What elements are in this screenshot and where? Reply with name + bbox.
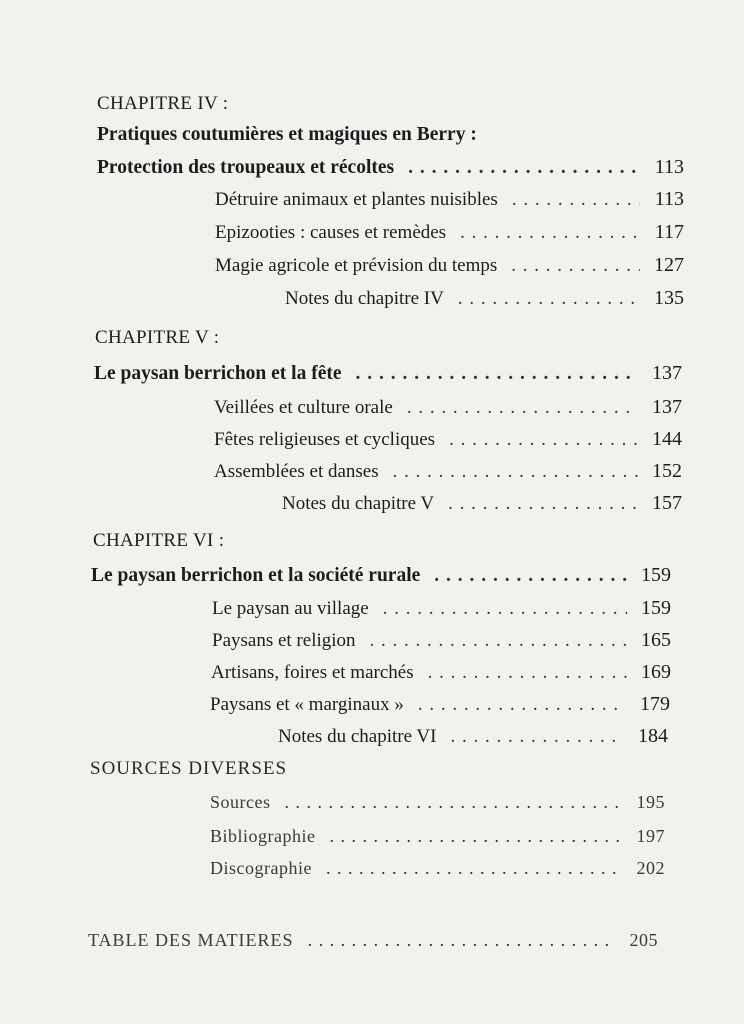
toc-entry — [88, 930, 658, 951]
dot-leader — [449, 429, 638, 451]
page-number: 202 — [636, 858, 665, 878]
dot-leader — [512, 189, 640, 211]
page-number: 159 — [641, 564, 671, 586]
toc-entry — [212, 597, 671, 620]
page-number: 117 — [654, 221, 684, 243]
chapter-heading: CHAPITRE V : — [95, 327, 220, 348]
dot-leader — [418, 694, 626, 716]
dot-leader — [329, 826, 621, 847]
toc-entry — [91, 564, 671, 587]
toc-entry-label: Le paysan au village — [212, 598, 369, 619]
toc-entry-label: Le paysan berrichon et la société rurale — [91, 565, 421, 586]
toc-entry — [278, 725, 668, 748]
page-number: 135 — [654, 287, 684, 309]
toc-entry — [211, 661, 671, 684]
page-number: 205 — [629, 930, 658, 950]
page-number: 152 — [652, 460, 682, 482]
toc-entry-label: Veillées et culture orale — [214, 397, 393, 418]
toc-entry — [285, 287, 684, 310]
toc-entry — [210, 826, 665, 847]
page-number: 157 — [652, 492, 682, 514]
page-number: 137 — [652, 362, 682, 384]
toc-entry — [97, 156, 684, 179]
toc-entry-label: Fêtes religieuses et cycliques — [214, 429, 436, 450]
toc-entry — [210, 792, 665, 813]
page-number: 197 — [636, 826, 665, 846]
page-number: 144 — [652, 428, 682, 450]
page-number: 179 — [640, 693, 670, 715]
chapter-title: Pratiques coutumières et magiques en Berry : — [97, 124, 477, 145]
toc-entry-label: Le paysan berrichon et la fête — [94, 363, 342, 384]
toc-entry — [94, 362, 682, 385]
section-heading: SOURCES DIVERSES — [90, 758, 288, 779]
dot-leader — [458, 288, 640, 310]
dot-leader — [285, 792, 622, 813]
dot-leader — [308, 930, 614, 951]
page-number: 169 — [641, 661, 671, 683]
toc-entry — [214, 460, 682, 483]
toc-entry-label: Discographie — [210, 858, 312, 878]
dot-leader — [326, 858, 621, 879]
toc-entry-label: TABLE DES MATIERES — [88, 930, 294, 950]
dot-leader — [511, 255, 640, 277]
dot-leader — [407, 397, 638, 419]
dot-leader — [448, 493, 638, 515]
dot-leader — [460, 222, 640, 244]
page-number: 113 — [654, 188, 684, 210]
toc-entry — [215, 254, 684, 277]
dot-leader — [450, 726, 624, 748]
toc-entry-label: Détruire animaux et plantes nuisibles — [215, 189, 498, 210]
chapter-heading: CHAPITRE VI : — [93, 530, 225, 551]
toc-entry-label: Notes du chapitre VI — [278, 726, 437, 747]
page-number: 165 — [641, 629, 671, 651]
toc-entry — [214, 428, 682, 451]
page-number: 184 — [638, 725, 668, 747]
toc-entry — [215, 221, 684, 244]
toc-entry-label: Magie agricole et prévision du temps — [215, 255, 498, 276]
page-number: 127 — [654, 254, 684, 276]
dot-leader — [356, 363, 638, 385]
toc-entry-label: Notes du chapitre IV — [285, 288, 444, 309]
toc-entry-label: Paysans et religion — [212, 630, 356, 651]
toc-entry-label: Artisans, foires et marchés — [211, 662, 414, 683]
toc-entry-label: Paysans et « marginaux » — [210, 694, 404, 715]
toc-entry-label: Protection des troupeaux et récoltes — [97, 157, 395, 178]
dot-leader — [408, 157, 640, 179]
toc-entry — [282, 492, 682, 515]
chapter-heading: CHAPITRE IV : — [97, 93, 229, 114]
toc-entry — [212, 629, 671, 652]
dot-leader — [428, 662, 627, 684]
toc-entry-label: Sources — [210, 792, 271, 812]
toc-entry — [210, 858, 665, 879]
toc-entry-label: Bibliographie — [210, 826, 316, 846]
page-number: 113 — [654, 156, 684, 178]
toc-entry — [210, 693, 670, 716]
toc-entry-label: Assemblées et danses — [214, 461, 379, 482]
toc-entry — [215, 188, 684, 211]
page-number: 159 — [641, 597, 671, 619]
toc-entry-label: Epizooties : causes et remèdes — [215, 222, 447, 243]
dot-leader — [393, 461, 638, 483]
page-number: 137 — [652, 396, 682, 418]
page-number: 195 — [636, 792, 665, 812]
dot-leader — [434, 565, 627, 587]
toc-entry — [214, 396, 682, 419]
dot-leader — [383, 598, 627, 620]
dot-leader — [370, 630, 627, 652]
toc-entry-label: Notes du chapitre V — [282, 493, 435, 514]
